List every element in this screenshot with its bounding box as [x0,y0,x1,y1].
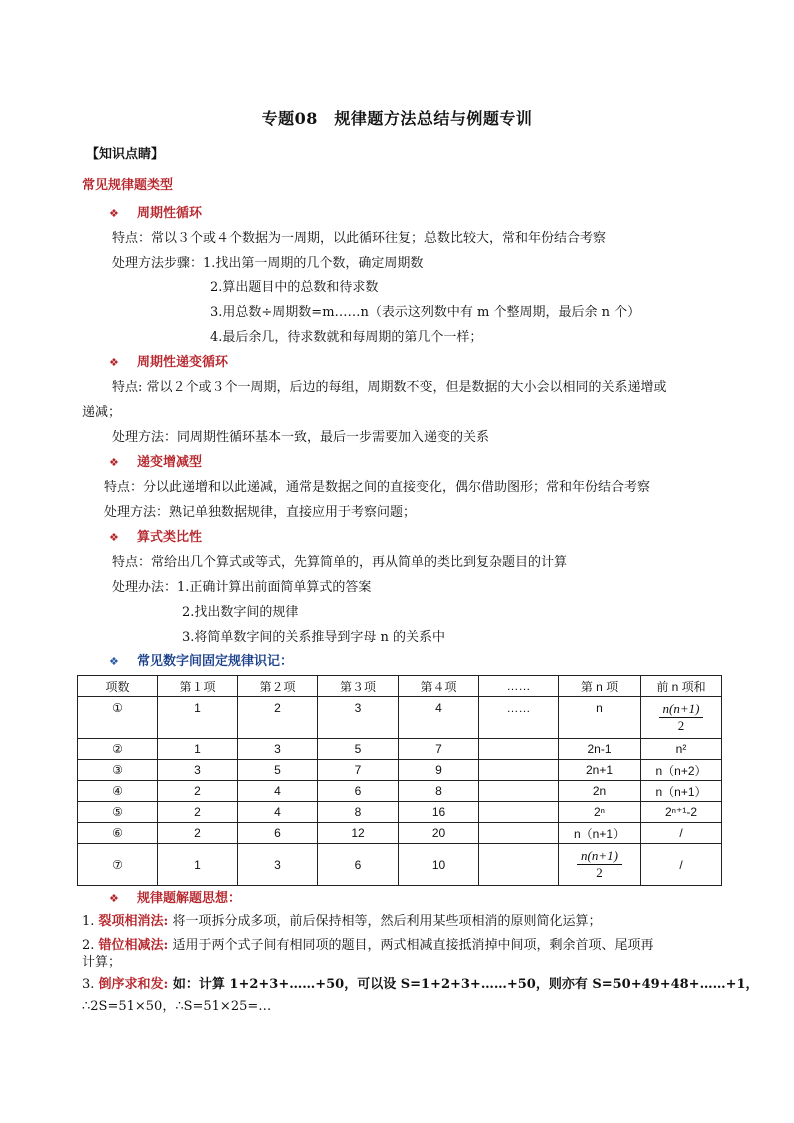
text-line: 2.找出数字间的规律 [182,605,299,620]
table-cell: n [559,697,641,739]
table-cell: 6 [318,781,399,802]
section-header: 【知识点睛】 [86,147,165,162]
table-cell: ① [78,697,158,739]
idea-line [82,976,759,994]
fraction-numerator: n(n+1) [577,848,622,865]
text-line: 3.用总数÷周期数=m……n（表示这列数中有 m 个整周期，最后余 n 个） [210,305,641,320]
table-cell [479,802,559,823]
idea-line [82,913,602,931]
ideas-heading-label: 规律题解题思想： [137,891,242,906]
text-line: 4.最后余几，待求数就和每周期的第几个一样； [210,330,483,345]
table-cell: ③ [78,760,158,781]
text-line: 特点: 常以２个或３个一周期，后边的每组，周期数不变，但是数据的大小会以相同的关系递增或 [112,380,667,395]
table-cell: 1 [158,697,238,739]
type-heading [109,454,202,472]
type-heading [109,354,228,372]
table-cell: 16 [399,802,479,823]
idea-text: 如：计算 1+2+3+……+50，可以设 S=1+2+3+……+50，则亦有 S=50+49+48+……+1， [168,977,759,992]
table-cell: n² [641,739,722,760]
table-header-cell: 第１项 [158,676,238,697]
table-cell: 8 [318,802,399,823]
table-header-cell: 第４项 [399,676,479,697]
text-line: 处理办法：1.正确计算出前面简单算式的答案 [112,580,372,595]
table-cell: n（n+1） [559,823,641,844]
table-cell: 4 [399,697,479,739]
text-line: 处理方法：同周期性循环基本一致，最后一步需要加入递变的关系 [112,430,490,445]
table-row [78,739,722,760]
table-cell: 2ⁿ⁺¹-2 [641,802,722,823]
text-line: 递减； [82,405,122,420]
table-cell [479,760,559,781]
table-cell [479,823,559,844]
table-cell: ⑥ [78,823,158,844]
table-row [78,844,722,886]
table-cell [479,781,559,802]
type-name: 算式类比性 [137,530,203,545]
table-cell: ⑤ [78,802,158,823]
idea-name: 倒序求和发: [98,977,169,992]
table-header-cell: 第２项 [238,676,318,697]
table-cell: 6 [238,823,318,844]
table-cell: n（n+1） [641,781,722,802]
diamond-bullet-icon: ❖ [109,356,119,369]
table-header-cell: 第３项 [318,676,399,697]
text-line: 3.将简单数字间的关系推导到字母 n 的关系中 [182,630,446,645]
table-header-cell: 项数 [78,676,158,697]
table-header-cell: 第 n 项 [559,676,641,697]
type-name: 周期性循环 [137,206,203,221]
table-cell: 2n+1 [559,760,641,781]
table-cell: 4 [238,802,318,823]
idea-line [82,998,271,1016]
table-cell: 5 [238,760,318,781]
text-line: 特点：分以此递增和以此递减，通常是数据之间的直接变化，偶尔借助图形；常和年份结合考察 [104,480,651,495]
page-title: 专题08 规律题方法总结与例题专训 [261,109,533,128]
table-cell: 2ⁿ [559,802,641,823]
diamond-bullet-icon: ❖ [109,531,119,544]
table-heading-label: 常见数字间固定规律识记： [137,654,294,669]
table-heading [109,653,293,671]
table-row [78,802,722,823]
table-cell: 3 [238,739,318,760]
idea-text: 适用于两个式子间有相同项的题目，两式相减直接抵消掉中间项，剩余首项、尾项再 [168,938,654,953]
table-cell: 6 [318,844,399,886]
table-cell: 3 [238,844,318,886]
table-cell: 7 [399,739,479,760]
table-cell [479,844,559,886]
table-row [78,823,722,844]
pattern-table [77,675,722,886]
text-line: 特点：常给出几个算式或等式，先算简单的，再从简单的类比到复杂题目的计算 [112,555,568,570]
type-heading [109,205,202,223]
table-cell: ④ [78,781,158,802]
table-cell: / [641,844,722,886]
fraction-denominator: 2 [677,718,685,733]
table-cell: 2n-1 [559,739,641,760]
table-cell: / [641,823,722,844]
diamond-bullet-icon: ❖ [109,207,119,220]
table-row [78,781,722,802]
table-cell: ② [78,739,158,760]
diamond-bullet-icon: ❖ [109,456,119,469]
idea-text: ∴2S=51×50，∴S=51×25=… [82,999,272,1014]
types-subtitle: 常见规律题类型 [82,178,174,193]
idea-number: 3. [82,977,99,992]
idea-text: 将一项拆分成多项，前后保持相等，然后利用某些项相消的原则简化运算； [168,914,602,929]
table-cell: 1 [158,739,238,760]
table-cell: 3 [158,760,238,781]
table-cell [479,739,559,760]
text-line: 处理方法：熟记单独数据规律，直接应用于考察问题； [104,505,417,520]
table-cell [559,844,641,886]
table-cell: 2 [158,802,238,823]
type-name: 周期性递变循环 [137,355,229,370]
table-cell: 2n [559,781,641,802]
table-cell: 5 [318,739,399,760]
table-cell: 2 [158,781,238,802]
table-header-cell: 前 n 项和 [641,676,722,697]
fraction [577,848,622,881]
diamond-bullet-icon: ❖ [109,892,119,905]
table-cell: 4 [238,781,318,802]
idea-line [82,954,121,972]
table-cell: 7 [318,760,399,781]
text-line: 2.算出题目中的总数和待求数 [210,280,379,295]
idea-number: 2. [82,938,99,953]
table-cell: …… [479,697,559,739]
table-cell: 8 [399,781,479,802]
table-cell: 10 [399,844,479,886]
table-cell [641,697,722,739]
type-heading [109,529,202,547]
table-cell: 12 [318,823,399,844]
idea-text: 计算； [82,955,122,970]
table-cell: ⑦ [78,844,158,886]
type-name: 递变增减型 [137,455,203,470]
idea-number: 1. [82,914,99,929]
table-header-cell: …… [479,676,559,697]
table-row [78,697,722,739]
text-line: 特点：常以３个或４个数据为一周期，以此循环往复；总数比较大，常和年份结合考察 [112,231,607,246]
table-cell: 9 [399,760,479,781]
text-line: 处理方法步骤：1.找出第一周期的几个数，确定周期数 [112,256,424,271]
ideas-heading [109,890,241,908]
fraction-numerator: n(n+1) [659,701,704,718]
idea-name: 错位相减法: [98,938,169,953]
idea-name: 裂项相消法: [98,914,169,929]
fraction [659,701,704,734]
table-row [78,760,722,781]
table-cell: 3 [318,697,399,739]
idea-line [82,937,654,955]
table-cell: 2 [238,697,318,739]
table-cell: 2 [158,823,238,844]
table-cell: 1 [158,844,238,886]
diamond-bullet-icon: ❖ [109,655,119,668]
table-cell: n（n+2） [641,760,722,781]
table-cell: 20 [399,823,479,844]
fraction-denominator: 2 [596,865,603,880]
